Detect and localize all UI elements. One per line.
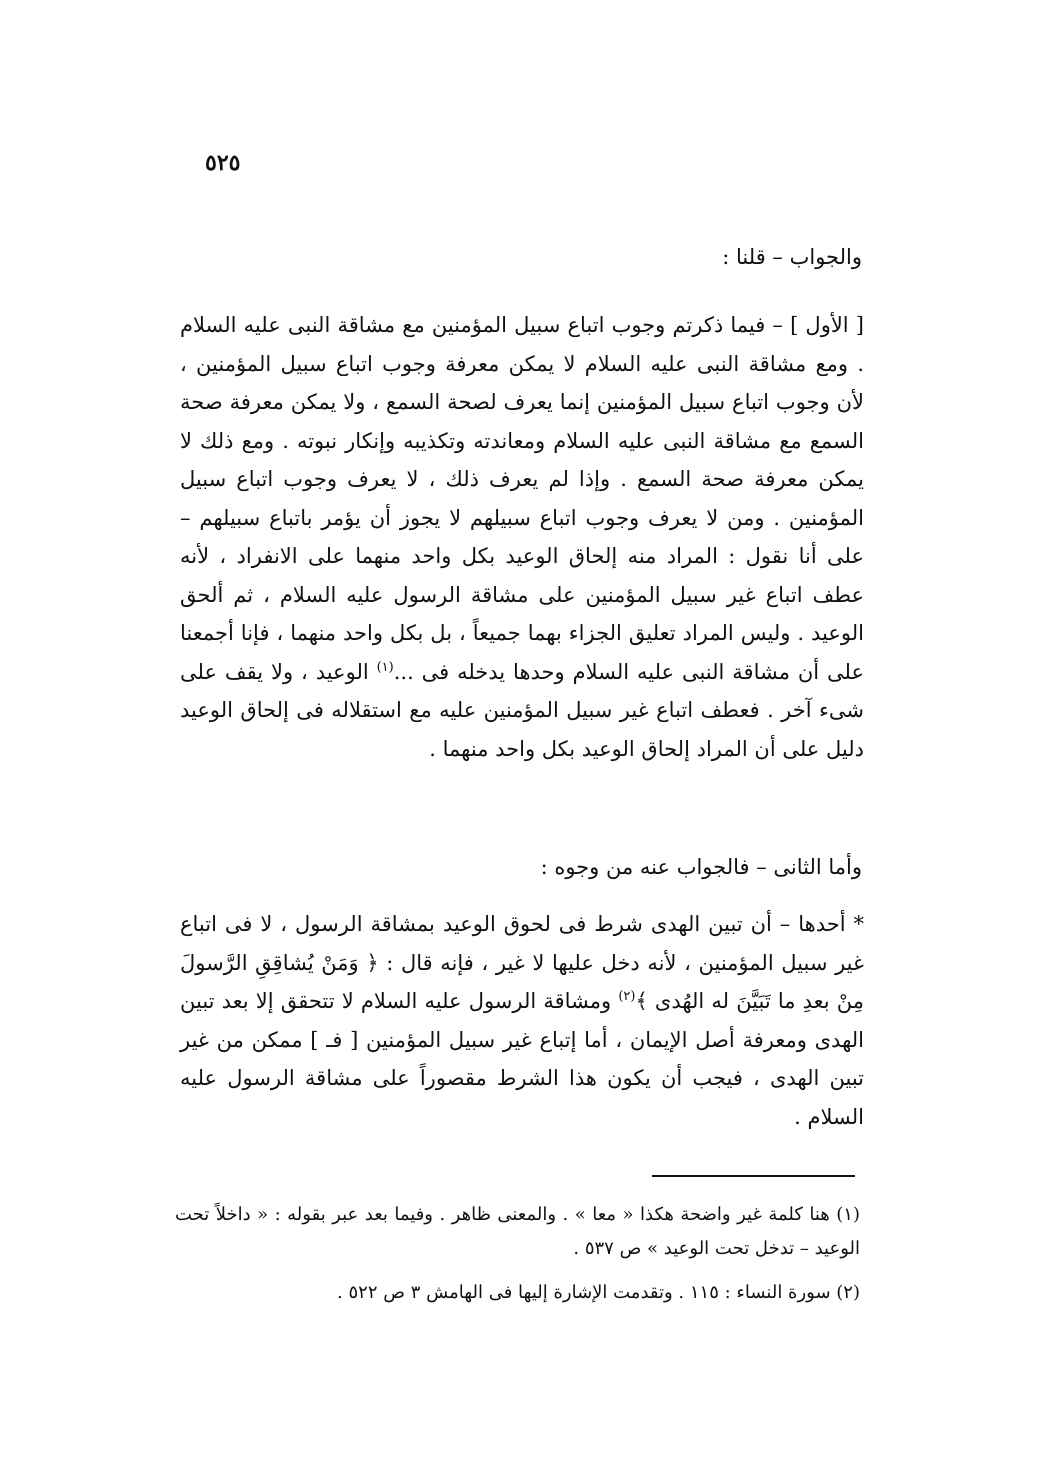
paragraph-first-answer	[180, 306, 864, 768]
paragraph-2-end: ومشاقة الرسول عليه السلام لا تتحقق إلا بعد تبين الهدى ومعرفة أصل الإيمان ، أما إتباع غير سبيل المؤمنين [ فـ ] ممكن من غير تبين الهدى ، فيجب أن يكون هذا الشرط مقصوراً على مشاقة الرسول عليه السلام .	[180, 989, 864, 1129]
footnotes-section	[175, 1198, 860, 1310]
answer-heading: والجواب – قلنا :	[722, 245, 862, 269]
paragraph-1-text: [ الأول ] – فيما ذكرتم وجوب اتباع سبيل المؤمنين مع مشاقة النبى عليه السلام . ومع مشاقة النبى عليه السلام لا يمكن معرفة وجوب اتباع سبيل المؤمنين ، لأن وجوب اتباع سبيل المؤمنين إنما يعرف لصحة السمع ، ولا يمكن معرفة صحة السمع مع مشاقة النبى عليه السلام ومعاندته وتكذيبه وإنكار نبوته . ومع ذلك لا يمكن معرفة صحة السمع . وإذا لم يعرف ذلك ، لا يعرف وجوب اتباع سبيل المؤمنين . ومن لا يعرف وجوب اتباع سبيلهم لا يجوز أن يؤمر باتباع سبيلهم – على أنا نقول : المراد منه إلحاق الوعيد بكل واحد منهما على الانفراد ، لأنه عطف اتباع غير سبيل المؤمنين على مشاقة الرسول عليه السلام ، ثم ألحق الوعيد . وليس المراد تعليق الجزاء بهما جميعاً ، بل بكل واحد منهما ، فإنا أجمعنا على أن مشاقة النبى عليه السلام وحدها يدخله فى ...	[180, 313, 864, 684]
paragraph-1-end: الوعيد ، ولا يقف على شىء آخر . فعطف اتباع غير سبيل المؤمنين عليه مع استقلاله فى إلحاق الوعيد دليل على أن المراد إلحاق الوعيد بكل واحد منهما .	[180, 659, 864, 761]
paragraph-second-answer	[180, 905, 864, 1136]
second-answer-heading: وأما الثانى – فالجواب عنه من وجوه :	[540, 855, 862, 879]
footnote-ref-2[interactable]: (٢)	[618, 989, 636, 1004]
footnote-ref-1[interactable]: (١)	[376, 659, 394, 675]
footnote-2: (٢) سورة النساء : ١١٥ . وتقدمت الإشارة إليها فى الهامش ٣ ص ٥٢٢ .	[337, 1282, 860, 1303]
footnote-1: (١) هنا كلمة غير واضحة هكذا « معا » . والمعنى ظاهر . وفيما بعد عبر بقوله : « داخلاً تحت الوعيد – تدخل تحت الوعيد » ص ٥٣٧ .	[175, 1204, 860, 1259]
footnote-divider	[652, 1175, 855, 1177]
page-number: ٥٢٥	[205, 150, 241, 176]
paragraph-2-text: * أحدها – أن تبين الهدى شرط فى لحوق الوعيد بمشاقة الرسول ، لا فى اتباع غير سبيل المؤمنين ، لأنه دخل عليها لا غير ، فإنه قال : ﴿ وَمَنْ يُشاقِقِ الرَّسولَ مِنْ بعدِ ما تَبَيَّنَ له الهُدى ﴾	[180, 912, 864, 1013]
